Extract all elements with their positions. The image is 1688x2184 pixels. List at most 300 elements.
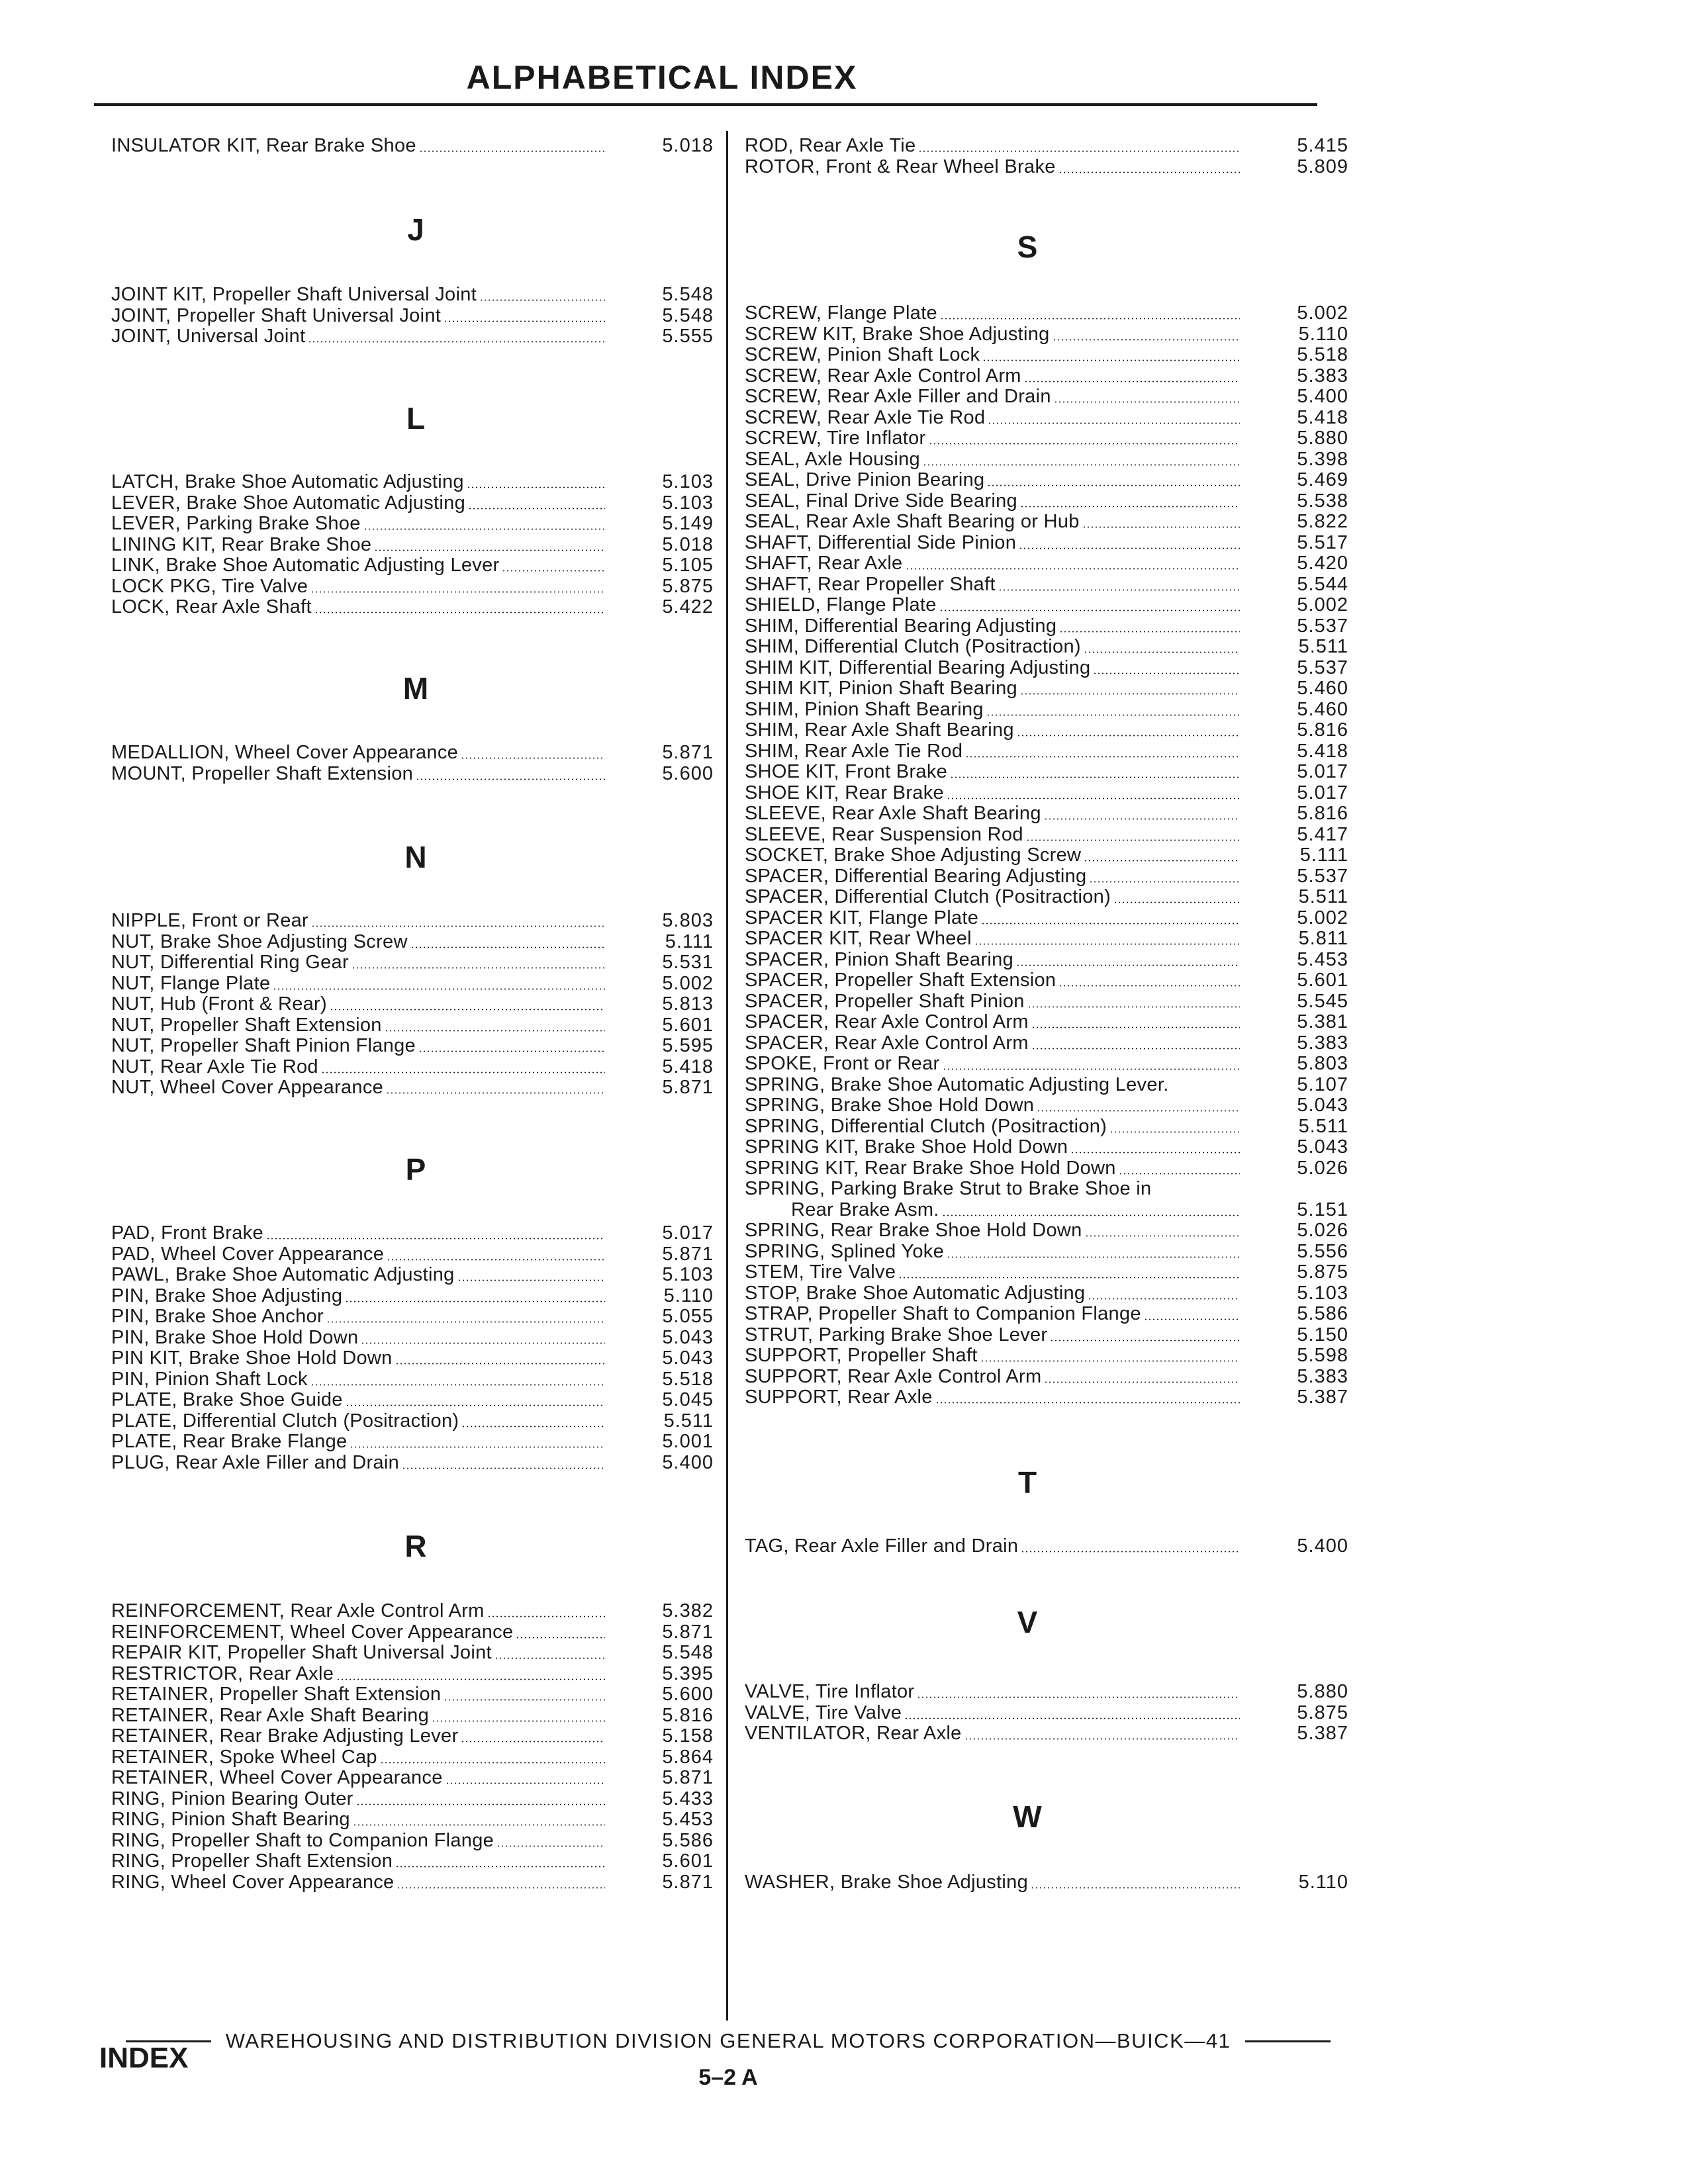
index-entry — [111, 305, 714, 327]
entry-page-ref: 5.871 — [662, 1871, 714, 1893]
index-entry — [111, 1431, 714, 1453]
entry-text: JOINT, Propeller Shaft Universal Joint — [111, 304, 442, 326]
entry-page-ref: 5.511 — [1298, 1115, 1348, 1137]
index-entry — [745, 1220, 1348, 1242]
entry-page-ref: 5.043 — [662, 1347, 714, 1369]
dot-leader — [1058, 171, 1240, 173]
index-entry — [745, 1095, 1348, 1116]
dot-leader — [1044, 818, 1240, 820]
dot-leader — [356, 1803, 605, 1805]
dot-leader — [432, 1720, 605, 1722]
entry-text: PAWL, Brake Shoe Automatic Adjusting — [111, 1264, 455, 1285]
title-rule — [94, 103, 1317, 106]
index-entry — [111, 1788, 714, 1810]
entry-text: RETAINER, Wheel Cover Appearance — [111, 1767, 443, 1788]
dot-leader — [942, 1214, 1240, 1216]
dot-leader — [987, 484, 1240, 486]
entry-page-ref: 5.387 — [1297, 1387, 1348, 1408]
dot-leader — [336, 1678, 605, 1680]
dot-leader — [947, 1256, 1240, 1258]
entry-text: PAD, Wheel Cover Appearance — [111, 1243, 385, 1265]
entry-page-ref: 5.017 — [1297, 782, 1348, 803]
entry-page-ref: 5.816 — [1297, 719, 1348, 741]
index-entry — [745, 1681, 1348, 1703]
index-entry — [745, 407, 1348, 429]
dot-leader — [940, 318, 1240, 320]
entry-text: PLUG, Rear Axle Filler and Drain — [111, 1451, 400, 1473]
entry-page-ref: 5.018 — [662, 135, 714, 156]
dot-leader — [461, 1426, 605, 1428]
dot-leader — [1044, 1381, 1240, 1383]
index-entry — [745, 991, 1348, 1013]
dot-leader — [445, 1782, 605, 1784]
dot-leader — [950, 776, 1240, 778]
entry-page-ref: 5.043 — [1297, 1095, 1348, 1116]
index-entry — [111, 931, 714, 953]
index-entry — [111, 513, 714, 535]
entry-page-ref: 5.418 — [1297, 740, 1348, 762]
entry-page-ref: 5.383 — [1297, 1365, 1348, 1387]
dot-leader — [266, 1238, 605, 1240]
index-entry — [745, 594, 1348, 616]
index-entry — [111, 1747, 714, 1768]
entry-page-ref: 5.598 — [1297, 1345, 1348, 1366]
dot-leader — [1050, 1340, 1240, 1342]
dot-leader — [385, 1030, 605, 1032]
dot-leader — [416, 778, 605, 780]
entry-page-ref: 5.871 — [662, 1621, 714, 1643]
dot-leader — [1093, 672, 1240, 674]
index-entry — [745, 156, 1348, 178]
column-divider — [726, 131, 728, 2021]
entry-text: RESTRICTOR, Rear Axle — [111, 1662, 334, 1684]
entry-page-ref: 5.545 — [1297, 990, 1348, 1012]
index-entry — [745, 719, 1348, 741]
entry-page-ref: 5.400 — [1297, 386, 1348, 407]
entry-text: SPACER, Differential Bearing Adjusting — [745, 865, 1087, 887]
entry-text: SLEEVE, Rear Suspension Rod — [745, 823, 1023, 845]
section-letter: P — [405, 1152, 426, 1187]
entry-page-ref: 5.002 — [1297, 907, 1348, 929]
entry-page-ref: 5.418 — [1297, 406, 1348, 428]
entry-page-ref: 5.816 — [1297, 803, 1348, 824]
entry-page-ref: 5.811 — [1298, 928, 1348, 949]
entry-text: SUPPORT, Propeller Shaft — [745, 1345, 978, 1366]
index-entry — [111, 326, 714, 347]
entry-page-ref: 5.417 — [1297, 823, 1348, 845]
entry-page-ref: 5.002 — [1297, 594, 1348, 615]
entry-text: PLATE, Differential Clutch (Positraction) — [111, 1410, 459, 1432]
dot-leader — [1109, 1131, 1240, 1133]
entry-text: SPACER, Differential Clutch (Positraction) — [745, 886, 1111, 907]
entry-text: TAG, Rear Axle Filler and Drain — [745, 1535, 1019, 1557]
entry-text: LOCK PKG, Tire Valve — [111, 575, 308, 597]
index-entry — [111, 1663, 714, 1685]
index-entry — [745, 1158, 1348, 1179]
entry-page-ref: 5.103 — [662, 1264, 714, 1285]
entry-text: STEM, Tire Valve — [745, 1261, 896, 1283]
index-entry — [745, 324, 1348, 345]
index-entry — [111, 1244, 714, 1265]
dot-leader — [444, 1699, 605, 1701]
index-entry — [111, 1767, 714, 1789]
dot-leader — [311, 925, 605, 927]
entry-text: RETAINER, Rear Axle Shaft Bearing — [111, 1704, 430, 1726]
index-entry — [745, 490, 1348, 512]
dot-leader — [1024, 381, 1240, 383]
index-entry — [745, 574, 1348, 596]
entry-text: SHIM, Differential Bearing Adjusting — [745, 615, 1057, 637]
dot-leader — [353, 1824, 605, 1826]
index-entry — [111, 1306, 714, 1328]
dot-leader — [308, 341, 605, 343]
entry-text: SPRING, Parking Brake Strut to Brake Shoe in — [745, 1178, 1152, 1199]
entry-page-ref: 5.875 — [1297, 1261, 1348, 1283]
index-entry — [111, 1410, 714, 1432]
entry-text: SHIM KIT, Pinion Shaft Bearing — [745, 678, 1017, 699]
index-entry — [111, 1285, 714, 1307]
dot-leader — [974, 943, 1240, 945]
index-entry — [111, 1725, 714, 1747]
entry-text: SHOE KIT, Front Brake — [745, 761, 948, 782]
dot-leader — [410, 946, 605, 948]
index-entry — [111, 1264, 714, 1286]
index-entry — [745, 1872, 1348, 1893]
index-entry — [745, 886, 1348, 908]
index-entry — [111, 555, 714, 576]
index-entry — [745, 970, 1348, 991]
index-entry — [111, 763, 714, 785]
entry-text: SHIM, Pinion Shaft Bearing — [745, 698, 984, 720]
entry-text: REINFORCEMENT, Wheel Cover Appearance — [111, 1621, 514, 1643]
entry-page-ref: 5.586 — [662, 1829, 714, 1851]
index-entry — [745, 135, 1348, 157]
dot-leader — [1026, 839, 1240, 841]
entry-text: RETAINER, Rear Brake Adjusting Lever — [111, 1725, 459, 1747]
index-entry — [745, 511, 1348, 533]
entry-text: SHIM KIT, Differential Bearing Adjusting — [745, 657, 1091, 678]
section-letter: J — [407, 212, 424, 247]
dot-leader — [986, 714, 1240, 716]
entry-text: JOINT, Universal Joint — [111, 326, 306, 347]
index-entry — [745, 449, 1348, 471]
entry-page-ref: 5.518 — [662, 1368, 714, 1390]
index-entry — [111, 534, 714, 556]
entry-page-ref: 5.538 — [1297, 490, 1348, 512]
index-entry — [745, 907, 1348, 929]
entry-page-ref: 5.864 — [662, 1746, 714, 1768]
dot-leader — [516, 1637, 605, 1639]
dot-leader — [1144, 1318, 1240, 1320]
dot-leader — [397, 1887, 605, 1889]
dot-leader — [310, 1384, 605, 1386]
entry-text: SCREW KIT, Brake Shoe Adjusting — [745, 323, 1050, 345]
index-entry — [745, 615, 1348, 637]
entry-page-ref: 5.111 — [1299, 844, 1348, 866]
dot-leader — [935, 1402, 1240, 1404]
entry-page-ref: 5.043 — [662, 1326, 714, 1348]
dot-leader — [361, 1342, 605, 1344]
entry-text: REINFORCEMENT, Rear Axle Control Arm — [111, 1600, 485, 1621]
index-entry — [745, 1345, 1348, 1367]
dot-leader — [1027, 1006, 1240, 1008]
entry-text: SPRING, Differential Clutch (Positraction) — [745, 1115, 1107, 1137]
entry-page-ref: 5.001 — [662, 1431, 714, 1452]
entry-page-ref: 5.537 — [1297, 657, 1348, 678]
index-entry — [111, 1872, 714, 1893]
index-entry — [745, 1283, 1348, 1304]
index-entry — [745, 1241, 1348, 1263]
index-entry — [745, 741, 1348, 762]
entry-text: SPRING, Rear Brake Shoe Hold Down — [745, 1220, 1082, 1241]
dot-leader — [1053, 339, 1240, 341]
index-entry — [111, 1077, 714, 1099]
entry-text: ROTOR, Front & Rear Wheel Brake — [745, 156, 1056, 177]
dot-leader — [418, 1050, 605, 1052]
dot-leader — [1020, 693, 1240, 695]
entry-page-ref: 5.601 — [662, 1850, 714, 1872]
section-letter: R — [404, 1529, 427, 1563]
dot-leader — [982, 359, 1240, 361]
section-letter: S — [1017, 230, 1038, 264]
entry-text: LEVER, Brake Shoe Automatic Adjusting — [111, 492, 466, 514]
entry-page-ref: 5.548 — [662, 284, 714, 305]
entry-text: PAD, Front Brake — [111, 1222, 263, 1244]
entry-page-ref: 5.453 — [1297, 948, 1348, 970]
index-entry — [745, 1032, 1348, 1054]
entry-text: NUT, Hub (Front & Rear) — [111, 993, 327, 1015]
entry-page-ref: 5.107 — [1297, 1073, 1348, 1095]
dot-leader — [461, 1741, 605, 1743]
entry-text: STOP, Brake Shoe Automatic Adjusting — [745, 1282, 1086, 1304]
entry-page-ref: 5.105 — [662, 555, 714, 576]
entry-page-ref: 5.601 — [1297, 970, 1348, 991]
entry-text: VALVE, Tire Inflator — [745, 1681, 915, 1702]
index-entry — [111, 1850, 714, 1872]
entry-page-ref: 5.422 — [662, 596, 714, 617]
dot-leader — [345, 1300, 605, 1302]
index-entry — [745, 844, 1348, 866]
entry-text: SHIM, Rear Axle Shaft Bearing — [745, 719, 1014, 741]
dot-leader — [321, 1071, 605, 1073]
entry-text: SLEEVE, Rear Axle Shaft Bearing — [745, 803, 1041, 824]
entry-page-ref: 5.460 — [1297, 678, 1348, 699]
entry-text: SCREW, Rear Axle Control Arm — [745, 365, 1021, 387]
entry-page-ref: 5.537 — [1297, 865, 1348, 887]
entry-text: SPRING, Splined Yoke — [745, 1240, 945, 1262]
index-entry — [111, 284, 714, 306]
index-entry — [745, 1261, 1348, 1283]
dot-leader — [964, 1738, 1240, 1740]
entry-page-ref: 5.880 — [1297, 1681, 1348, 1702]
entry-text: SPRING KIT, Rear Brake Shoe Hold Down — [745, 1157, 1116, 1179]
entry-page-ref: 5.875 — [1297, 1702, 1348, 1723]
dot-leader — [1084, 651, 1240, 653]
index-entry — [111, 1389, 714, 1411]
dot-leader — [468, 508, 605, 510]
index-entry — [111, 910, 714, 932]
index-entry — [745, 657, 1348, 679]
entry-text: VALVE, Tire Valve — [745, 1702, 902, 1723]
entry-page-ref: 5.110 — [663, 1285, 714, 1306]
entry-page-ref: 5.017 — [1297, 761, 1348, 782]
dot-leader — [1037, 1110, 1240, 1112]
entry-text: RETAINER, Propeller Shaft Extension — [111, 1684, 442, 1705]
entry-page-ref: 5.043 — [1297, 1136, 1348, 1158]
entry-page-ref: 5.816 — [662, 1704, 714, 1726]
entry-text: SHAFT, Rear Propeller Shaft — [745, 573, 996, 595]
entry-text: LINING KIT, Rear Brake Shoe — [111, 533, 372, 555]
dot-leader — [1119, 1173, 1240, 1175]
entry-page-ref: 5.871 — [662, 742, 714, 763]
index-entry — [745, 1387, 1348, 1408]
index-entry — [745, 782, 1348, 804]
entry-text: SUPPORT, Rear Axle Control Arm — [745, 1365, 1042, 1387]
entry-page-ref: 5.813 — [662, 993, 714, 1015]
entry-page-ref: 5.548 — [662, 1642, 714, 1663]
entry-page-ref: 5.460 — [1297, 698, 1348, 720]
entry-text: SEAL, Drive Pinion Bearing — [745, 469, 985, 490]
entry-text: SCREW, Rear Axle Tie Rod — [745, 406, 986, 428]
index-entry — [745, 428, 1348, 449]
entry-page-ref: 5.103 — [662, 471, 714, 492]
section-letter: V — [1017, 1605, 1038, 1639]
page-title: ALPHABETICAL INDEX — [466, 59, 858, 96]
dot-leader — [923, 464, 1240, 466]
index-entry — [745, 1178, 1348, 1200]
entry-text: RING, Pinion Bearing Outer — [111, 1788, 353, 1809]
index-entry — [745, 699, 1348, 721]
index-entry — [111, 1035, 714, 1057]
index-entry — [111, 1015, 714, 1036]
entry-page-ref: 5.383 — [1297, 365, 1348, 387]
index-entry — [745, 365, 1348, 387]
entry-page-ref: 5.110 — [1298, 323, 1348, 345]
dot-leader — [314, 612, 605, 614]
entry-page-ref: 5.420 — [1297, 553, 1348, 574]
entry-text: LEVER, Parking Brake Shoe — [111, 513, 361, 534]
entry-text: WASHER, Brake Shoe Adjusting — [745, 1872, 1029, 1893]
entry-page-ref: 5.871 — [662, 1243, 714, 1265]
dot-leader — [352, 967, 605, 969]
dot-leader — [496, 1845, 605, 1847]
entry-page-ref: 5.548 — [662, 304, 714, 326]
entry-page-ref: 5.875 — [662, 575, 714, 597]
index-entry — [745, 928, 1348, 950]
index-entry — [111, 1621, 714, 1643]
entry-text: RING, Wheel Cover Appearance — [111, 1871, 395, 1893]
entry-text: LATCH, Brake Shoe Automatic Adjusting — [111, 471, 464, 492]
index-entry — [111, 135, 714, 157]
dot-leader — [1088, 1298, 1240, 1300]
dot-leader — [943, 1068, 1241, 1070]
entry-text: RING, Propeller Shaft Extension — [111, 1850, 393, 1872]
dot-leader — [918, 150, 1240, 152]
index-entry — [745, 824, 1348, 846]
index-entry — [111, 1684, 714, 1706]
entry-page-ref: 5.586 — [1297, 1303, 1348, 1324]
dot-leader — [330, 1009, 605, 1011]
dot-leader — [965, 756, 1240, 758]
entry-page-ref: 5.803 — [662, 910, 714, 931]
entry-text: VENTILATOR, Rear Axle — [745, 1723, 962, 1744]
dot-leader — [402, 1467, 605, 1469]
entry-page-ref: 5.537 — [1297, 615, 1348, 637]
entry-text: SPACER, Rear Axle Control Arm — [745, 1011, 1029, 1032]
index-entry — [745, 866, 1348, 887]
dot-leader — [1054, 401, 1240, 403]
footer-text: WAREHOUSING AND DISTRIBUTION DIVISION GENERAL MOTORS CORPORATION—BUICK—41 — [225, 2029, 1231, 2052]
dot-leader — [273, 988, 605, 990]
dot-leader — [898, 1277, 1240, 1279]
entry-page-ref: 5.531 — [662, 952, 714, 973]
entry-text: SCREW, Flange Plate — [745, 302, 937, 324]
entry-page-ref: 5.395 — [662, 1662, 714, 1684]
entry-page-ref: 5.518 — [1297, 344, 1348, 365]
entry-page-ref: 5.453 — [662, 1809, 714, 1830]
index-entry — [745, 1053, 1348, 1075]
dot-leader — [395, 1363, 605, 1365]
entry-page-ref: 5.110 — [1298, 1872, 1348, 1893]
entry-page-ref: 5.880 — [1297, 428, 1348, 449]
entry-text: SEAL, Rear Axle Shaft Bearing or Hub — [745, 511, 1080, 532]
entry-text: Rear Brake Asm. — [791, 1199, 939, 1220]
dot-leader — [1019, 547, 1240, 549]
dot-leader — [1082, 526, 1240, 528]
entry-page-ref: 5.600 — [662, 1684, 714, 1705]
index-entry — [111, 1600, 714, 1622]
dot-leader — [1058, 985, 1240, 987]
entry-text: PIN, Brake Shoe Adjusting — [111, 1285, 343, 1306]
entry-page-ref: 5.381 — [1297, 1011, 1348, 1032]
dot-leader — [380, 1762, 605, 1764]
dot-leader — [1031, 1026, 1240, 1028]
entry-page-ref: 5.026 — [1297, 1157, 1348, 1179]
dot-leader — [939, 610, 1240, 612]
index-entry — [111, 471, 714, 493]
index-entry — [745, 1535, 1348, 1557]
entry-page-ref: 5.387 — [1297, 1723, 1348, 1744]
index-entry — [111, 492, 714, 514]
dot-leader — [502, 570, 605, 572]
dot-leader — [395, 1866, 605, 1868]
entry-page-ref: 5.803 — [1297, 1053, 1348, 1074]
dot-leader — [310, 591, 605, 593]
entry-text: SEAL, Axle Housing — [745, 448, 920, 470]
entry-page-ref: 5.400 — [1297, 1535, 1348, 1557]
index-entry — [745, 1074, 1348, 1096]
dot-leader — [1020, 506, 1240, 508]
dot-leader — [346, 1404, 605, 1406]
dot-leader — [1016, 964, 1240, 966]
entry-text: SHAFT, Differential Side Pinion — [745, 531, 1017, 553]
dot-leader — [981, 923, 1240, 925]
entry-page-ref: 5.026 — [1297, 1220, 1348, 1241]
index-entry — [745, 344, 1348, 366]
dot-leader — [1089, 881, 1240, 883]
dot-leader — [1084, 860, 1240, 862]
section-letter: L — [406, 401, 426, 435]
entry-text: MEDALLION, Wheel Cover Appearance — [111, 742, 459, 763]
dot-leader — [917, 1696, 1240, 1698]
entry-text: SPRING KIT, Brake Shoe Hold Down — [745, 1136, 1068, 1158]
entry-page-ref: 5.002 — [662, 972, 714, 994]
entry-page-ref: 5.511 — [1298, 886, 1348, 907]
index-entry — [745, 1303, 1348, 1325]
index-entry — [745, 803, 1348, 825]
index-entry — [111, 1327, 714, 1349]
entry-text: SUPPORT, Rear Axle — [745, 1387, 933, 1408]
